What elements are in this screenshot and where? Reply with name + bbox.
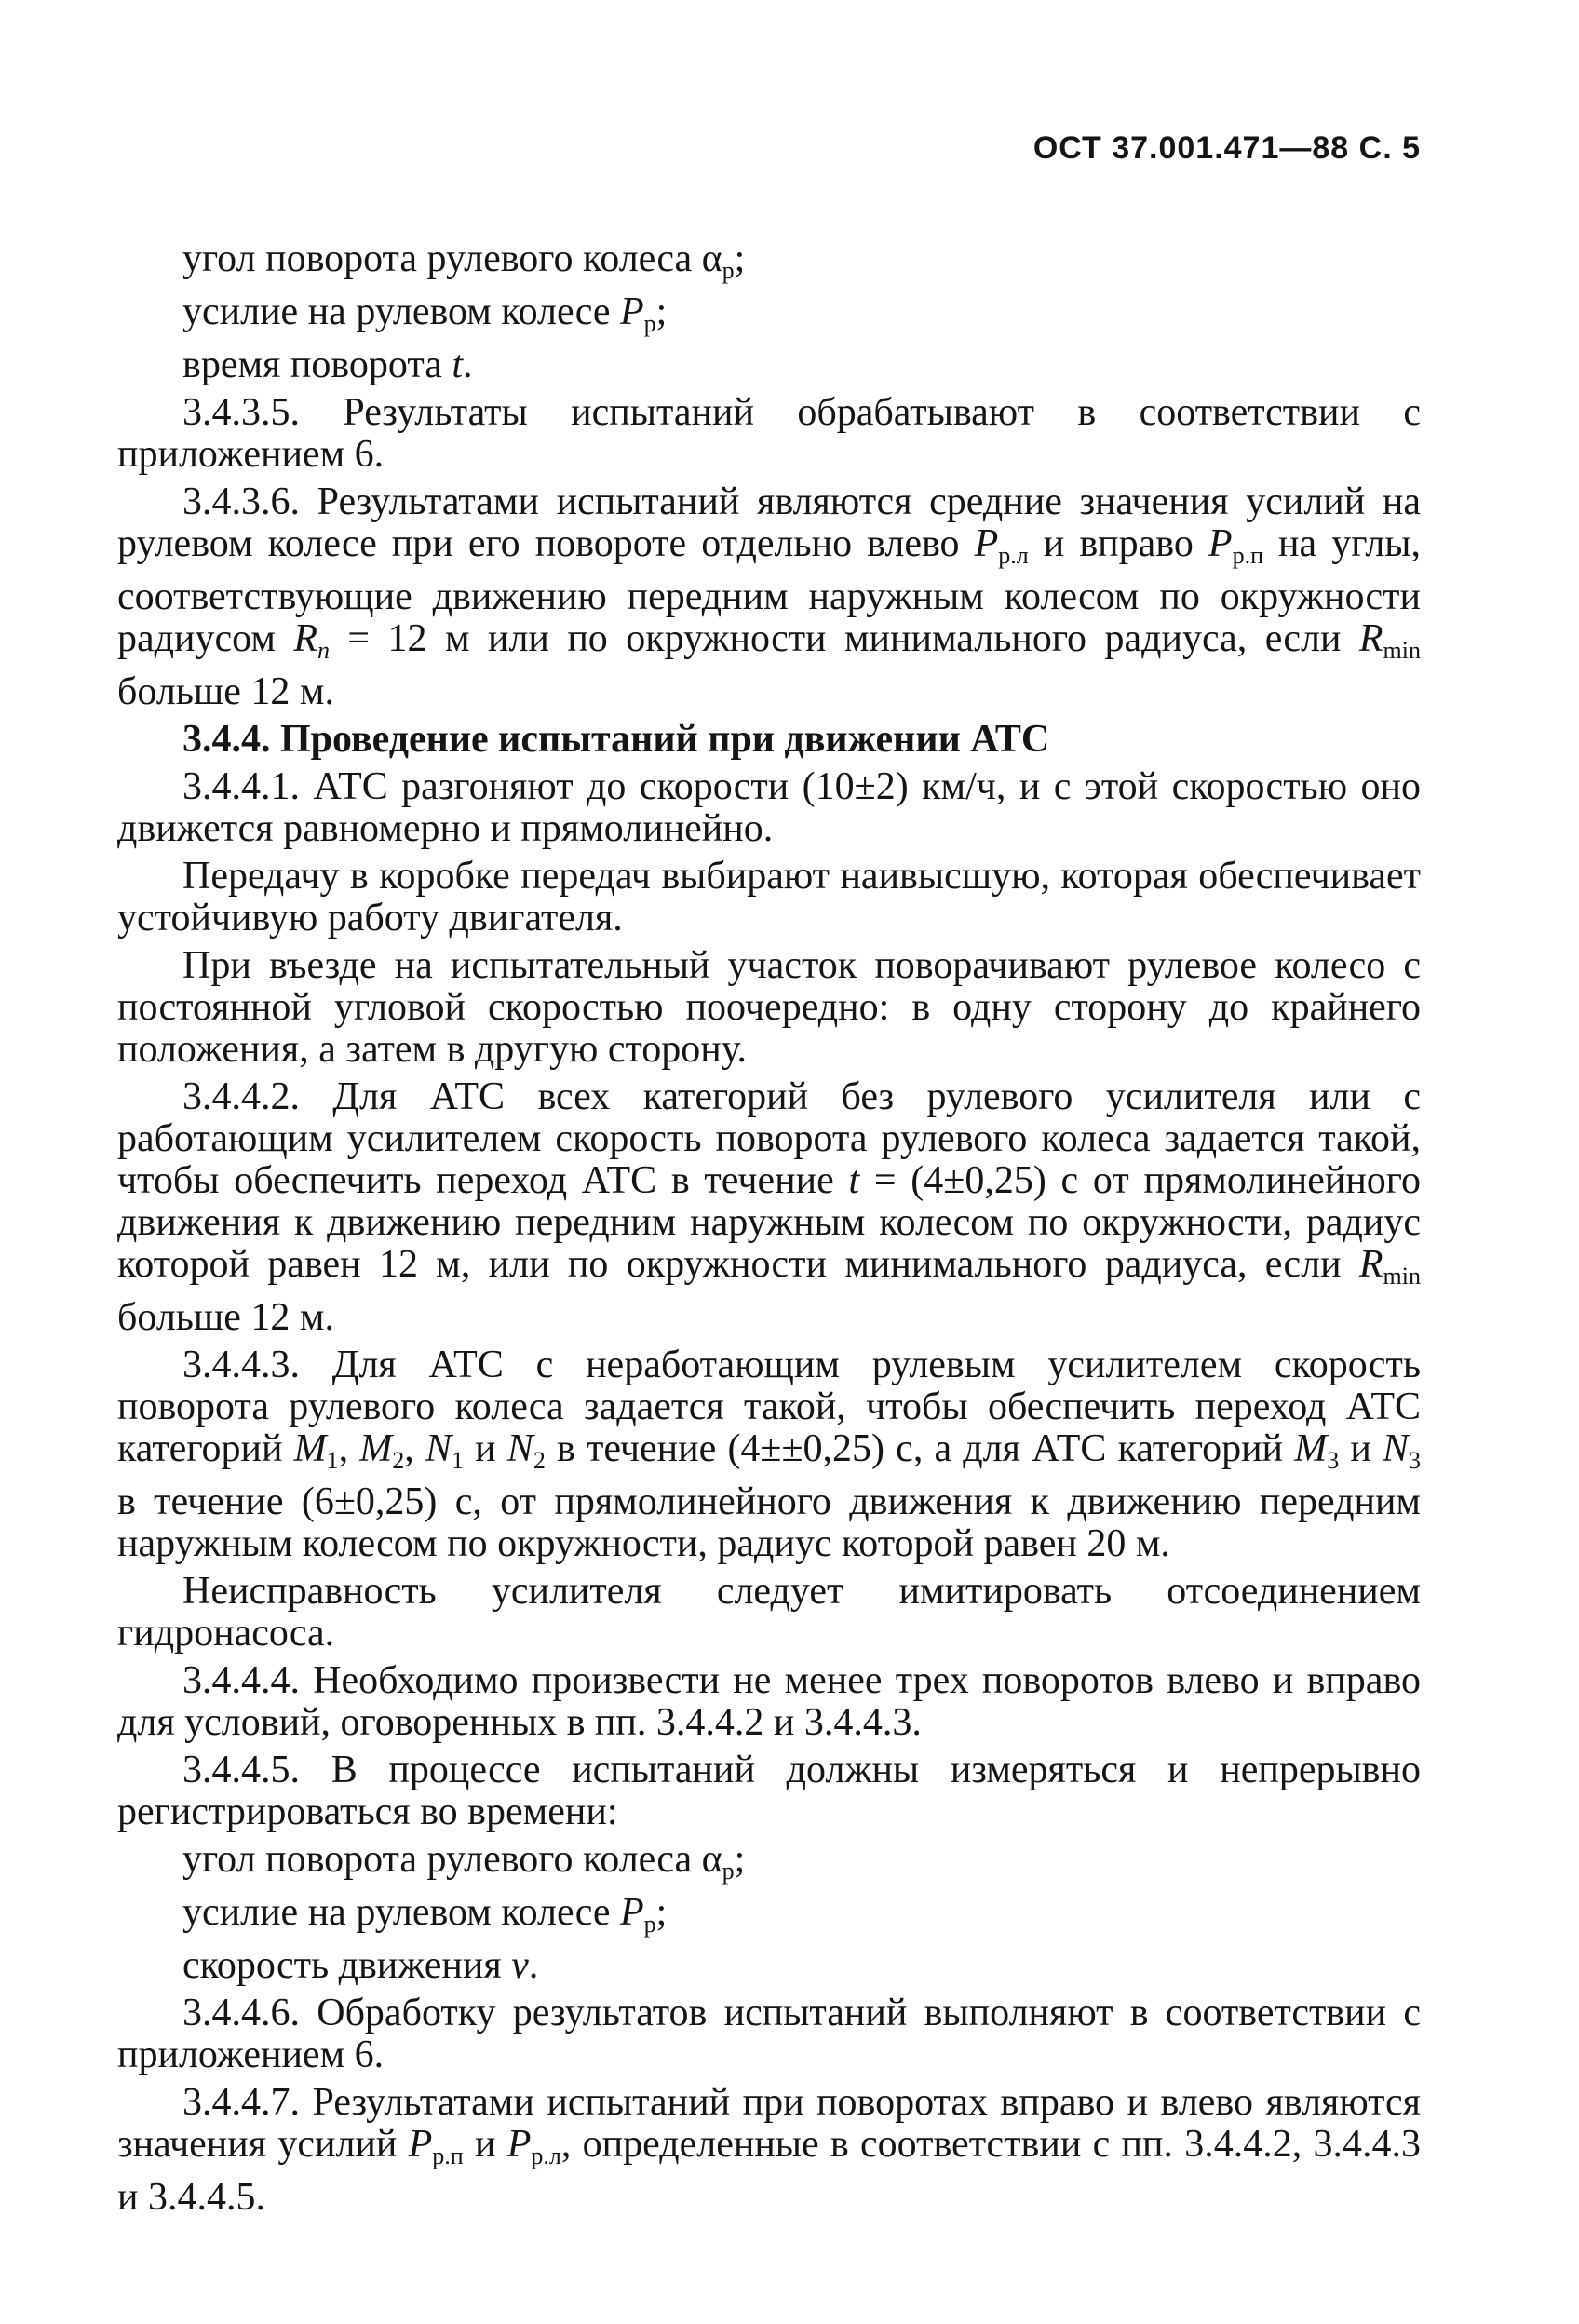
paragraph-3-4-3-6: 3.4.3.6. Результатами испытаний являются средние значения усилий на рулевом колесе при его повороте отдельно влево $P_{р.л}$ и вправо $P_{р.п}$ на углы, соответствующие движению передним наружным колесом по окружности радиусом $R_n = 12$ м или по окружности минимального радиуса, если $R_{min}$ больше 12 м. — [117, 480, 1421, 713]
list-item: угол поворота рулевого колеса $\alpha_р$; — [182, 237, 746, 284]
paragraph: Передачу в коробке передач выбирают наивысшую, которая обеспечивает устойчивую работу двигателя. — [117, 855, 1421, 939]
list-item: скорость движения v. — [182, 1944, 539, 1987]
document-body — [117, 238, 1421, 2224]
paragraph: При въезде на испытательный участок поворачивают рулевое колесо с постоянной угловой скоростью поочередно: в одну сторону до крайнего положения, а затем в другую сторону. — [117, 944, 1421, 1071]
list-item: усилие на рулевом колесе $P_р$; — [182, 1891, 668, 1938]
paragraph-3-4-4-4: 3.4.4.4. Необходимо произвести не менее трех поворотов влево и вправо для условий, оговоренных в пп. 3.4.4.2 и 3.4.4.3. — [117, 1659, 1421, 1744]
paragraph-3-4-4-3: 3.4.4.3. Для АТС с неработающим рулевым усилителем скорость поворота рулевого колеса задается такой, чтобы обеспечить переход АТС категорий $M_1$, $M_2$, $N_1$ и $N_2$ в течение (4±±0,25) с, а для АТС категорий $M_3$ и $N_3$ в течение (6±0,25) с, от прямолинейного движения к движению передним наружным колесом по окружности, радиус которой равен 20 м. — [117, 1344, 1422, 1565]
page-header: ОСТ 37.001.471—88 С. 5 — [1032, 130, 1421, 166]
list-item: усилие на рулевом колесе $P_р$; — [182, 290, 668, 337]
paragraph-3-4-4-5: 3.4.4.5. В процессе испытаний должны измеряться и непрерывно регистрироваться во времени: — [117, 1749, 1421, 1833]
list-item: время поворота t. — [182, 344, 473, 386]
paragraph-3-4-4-6: 3.4.4.6. Обработку результатов испытаний выполняют в соответствии с приложением 6. — [117, 1992, 1421, 2076]
paragraph-3-4-4-1: 3.4.4.1. АТС разгоняют до скорости (10±2) км/ч, и с этой скоростью оно движется равномерно и прямолинейно. — [117, 765, 1421, 850]
list-item: угол поворота рулевого колеса $\alpha_р$; — [182, 1838, 746, 1885]
paragraph-3-4-4-7: 3.4.4.7. Результатами испытаний при поворотах вправо и влево являются значения усилий $P_{р.п}$ и $P_{р.л}$, определенные в соответствии с пп. 3.4.4.2, 3.4.4.3 и 3.4.4.5. — [117, 2081, 1422, 2219]
section-heading: 3.4.4. Проведение испытаний при движении АТС — [182, 718, 1050, 761]
paragraph: Неисправность усилителя следует имитировать отсоединением гидронасоса. — [117, 1570, 1421, 1655]
paragraph-3-4-4-2: 3.4.4.2. Для АТС всех категорий без рулевого усилителя или с работающим усилителем скорость поворота рулевого колеса задается такой, чтобы обеспечить переход АТС в течение t = (4±0,25) с от прямолинейного движения к движению передним наружным колесом по окружности, радиус которой равен 12 м, или по окружности минимального радиуса, если $R_{min}$ больше 12 м. — [117, 1075, 1421, 1339]
paragraph-3-4-3-5: 3.4.3.5. Результаты испытаний обрабатывают в соответствии с приложением 6. — [117, 391, 1421, 476]
